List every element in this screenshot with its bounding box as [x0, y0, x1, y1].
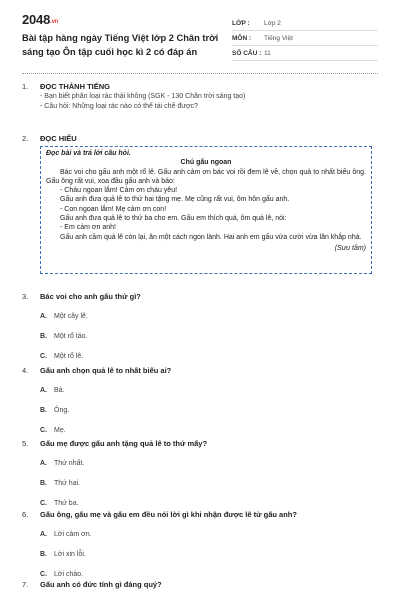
question-header [22, 134, 378, 144]
question-number: 4. [22, 366, 29, 375]
option-text: Một cây lê. [54, 313, 88, 320]
story-paragraph: Gấu anh đưa quả lê to thứ hai tặng mẹ. Mẹ cũng rất vui, ôm hôn gấu anh. [60, 196, 290, 204]
meta-value: Lớp 2 [264, 19, 281, 27]
question-3 [22, 292, 378, 373]
story-paragraph: Bác voi cho gấu anh một rổ lê. Gấu anh cảm ơn bác voi rồi đem lê về, chọn quả to nhất biếu ông. Gấu ông rất vui, xoa đầu gấu anh và bảo: [46, 168, 366, 185]
option-text: Bà. [54, 387, 65, 394]
question-6 [22, 510, 378, 591]
question-text: Bác voi cho anh gấu thứ gì? [40, 292, 141, 301]
question-text: Gấu anh chọn quả lê to nhất biếu ai? [40, 366, 172, 375]
question-7 [22, 580, 378, 590]
meta-row-subject [232, 31, 378, 46]
answer-option-a[interactable] [40, 460, 212, 480]
question-number: 7. [22, 580, 29, 589]
question-text: Gấu mẹ được gấu anh tặng quả lê to thứ mấy? [40, 439, 208, 448]
meta-row-count [232, 46, 378, 61]
option-letter: C. [40, 571, 47, 578]
story-paragraph: - Cháu ngoan lắm! Cảm ơn cháu yêu! [60, 187, 178, 195]
question-header [22, 580, 378, 590]
document-title: Bài tập hàng ngày Tiếng Việt lớp 2 Chân trời sáng tạo Ôn tập cuối học kì 2 có đáp án [22, 33, 219, 57]
option-text: Một rổ táo. [54, 333, 88, 340]
question-5 [22, 439, 378, 520]
question-header [22, 366, 378, 376]
option-text: Mẹ. [54, 427, 66, 434]
meta-value: Tiếng Việt [264, 34, 293, 42]
option-letter: B. [40, 480, 47, 487]
story-paragraph: Gấu anh đưa quả lê to thứ ba cho em. Gấu em thích quá, ôm quả lê, nói: [60, 215, 287, 223]
option-text: Ông. [54, 407, 70, 414]
question-header [22, 292, 378, 302]
answer-option-b[interactable] [40, 333, 212, 353]
answer-option-a[interactable] [40, 387, 212, 407]
question-number: 3. [22, 292, 29, 301]
logo-domain: .vn [50, 19, 59, 25]
site-logo[interactable] [22, 12, 232, 27]
answer-option-a[interactable] [40, 313, 212, 333]
meta-table [232, 16, 378, 61]
answer-options [40, 387, 378, 447]
question-text: Gấu anh có đức tính gì đáng quý? [40, 580, 162, 589]
meta-value: 11 [264, 49, 271, 57]
option-text: Lời xin lỗi. [54, 551, 86, 558]
story-paragraph: - Em cảm ơn anh! [60, 224, 116, 232]
meta-label: SỐ CÂU : [232, 49, 262, 57]
story-paragraph: Gấu anh cầm quả lê còn lại, ăn một cách ngon lành. Hai anh em gấu vừa cười vừa lăn khắp nhà. [60, 233, 362, 241]
option-text: Lời cảm ơn. [54, 531, 92, 538]
story-title: Chú gấu ngoan [180, 159, 232, 167]
reading-instruction: Đọc bài và trả lời câu hỏi. [46, 150, 131, 157]
question-1 [22, 82, 378, 112]
answer-options [40, 313, 378, 373]
question-text: Gấu ông, gấu mẹ và gấu em đều nói lời gì khi nhận được lê từ gấu anh? [40, 510, 297, 519]
question-2 [22, 134, 378, 144]
question-number: 6. [22, 510, 29, 519]
option-text: Thứ ba. [54, 500, 79, 507]
logo-text: 2048 [22, 12, 51, 27]
option-letter: B. [40, 551, 47, 558]
question-header [22, 510, 378, 520]
question-number: 2. [22, 134, 29, 143]
question-title: ĐỌC THÀNH TIẾNG [40, 82, 110, 91]
question-line: - Bạn biết phân loại rác thải không (SGK - 130 Chân trời sáng tạo) [40, 93, 246, 100]
question-title: ĐỌC HIỂU [40, 134, 77, 143]
answer-option-b[interactable] [40, 551, 212, 571]
meta-row-class [232, 16, 378, 31]
meta-label: LỚP : [232, 19, 250, 27]
option-letter: B. [40, 333, 47, 340]
option-letter: A. [40, 313, 47, 320]
option-letter: A. [40, 531, 47, 538]
answer-option-b[interactable] [40, 480, 212, 500]
option-letter: A. [40, 387, 47, 394]
question-header [22, 439, 378, 449]
question-number: 5. [22, 439, 29, 448]
question-header [22, 82, 378, 92]
header-divider [22, 73, 378, 74]
option-text: Thứ hai. [54, 480, 81, 487]
answer-option-a[interactable] [40, 531, 212, 551]
header-left [22, 12, 232, 61]
option-letter: C. [40, 500, 47, 507]
meta-label: MÔN : [232, 34, 252, 42]
story-source: (Sưu tầm) [334, 244, 366, 252]
question-line: - Câu hỏi: Những loại rác nào có thể tái chế được? [40, 103, 198, 110]
option-letter: A. [40, 460, 47, 467]
answer-option-b[interactable] [40, 407, 212, 427]
option-letter: C. [40, 427, 47, 434]
reading-passage-box [40, 146, 372, 274]
option-text: Một rổ lê. [54, 353, 84, 360]
story-paragraph: - Con ngoan lắm! Mẹ cảm ơn con! [60, 205, 167, 213]
option-letter: B. [40, 407, 47, 414]
option-letter: C. [40, 353, 47, 360]
option-text: Thứ nhất. [54, 460, 85, 467]
option-text: Lời chào. [54, 571, 84, 578]
question-4 [22, 366, 378, 447]
question-number: 1. [22, 82, 29, 91]
page-header [22, 0, 378, 61]
